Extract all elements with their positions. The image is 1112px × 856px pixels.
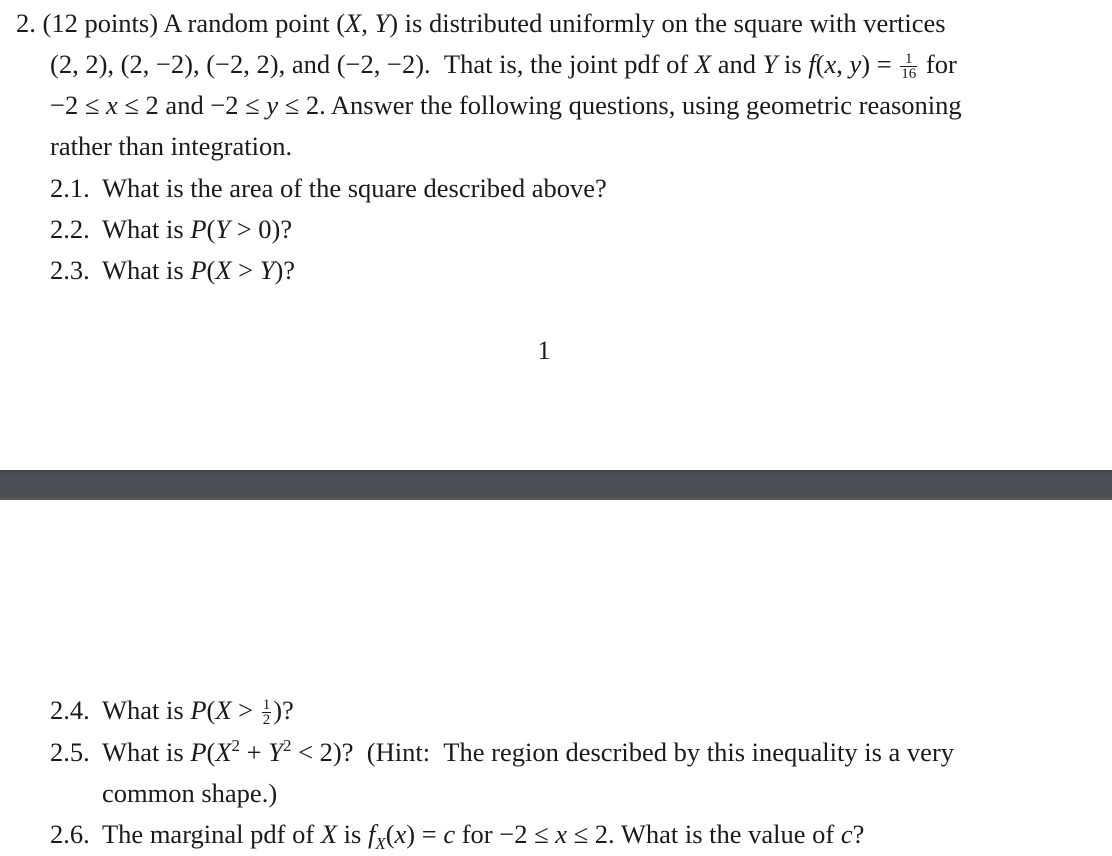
question-2-1 [50, 171, 607, 205]
question-2-5-continuation: common shape.) [102, 778, 278, 808]
page-number: 1 [537, 336, 551, 365]
question-2-5: 2.5. What is $P(X^2 + Y^2 < 2)$? (Hint: The region described by this inequality is a very [50, 736, 955, 767]
problem-intro-line-4: rather than integration. [50, 131, 293, 161]
question-number: 2.1. [50, 173, 90, 203]
problem-intro-line-3: −2 ≤ x ≤ 2 and −2 ≤ y ≤ 2. Answer the following questions, using geometric reasoning [50, 90, 962, 120]
problem-intro-line-1: 2. (12 points) A random point (X, Y) is distributed uniformly on the square with vertices [16, 8, 946, 38]
question-number: 2.6. [50, 819, 90, 849]
question-number: 2.4. [50, 695, 90, 725]
question-number: 2.3. [50, 255, 90, 285]
question-2-3: 2.3. What is P(X > Y)? [50, 255, 296, 285]
question-number: 2.5. [50, 737, 90, 767]
question-2-2: 2.2. What is P(Y > 0)? [50, 214, 293, 244]
fraction-one-sixteenth: $\frac{1}{16}$ [901, 51, 917, 83]
problem-intro-line-2: (2, 2), (2, −2), (−2, 2), and (−2, −2). That is, the joint pdf of X and Y is f(x, y) = $\frac{1}{16}$ for [50, 49, 957, 83]
question-number: 2.2. [50, 214, 90, 244]
problem-number: 2. [16, 8, 36, 38]
question-2-6: 2.6. The marginal pdf of X is $f_X(x) = c$ for −2 ≤ x ≤ 2. What is the value of c? [50, 819, 865, 853]
fraction-one-half: $\frac{1}{2}$ [262, 697, 271, 729]
pdf-page-2 [0, 500, 1112, 856]
page-separator [0, 470, 1112, 500]
question-text: What is the area of the square described above? [102, 173, 607, 203]
problem-points: (12 points) [42, 8, 159, 38]
question-2-4: 2.4. What is P(X > $\frac{1}{2}$ )? [50, 695, 294, 729]
